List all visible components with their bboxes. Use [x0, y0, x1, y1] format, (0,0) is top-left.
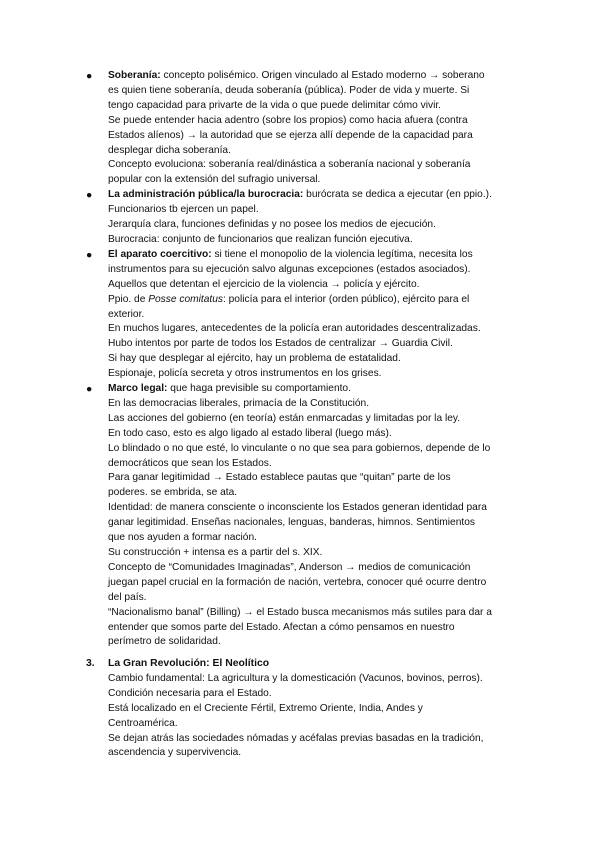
- item-line: [108, 188, 526, 203]
- item-line: Hubo intentos por parte de todos los Estados de centralizar → Guardia Civil.: [108, 338, 453, 350]
- item-line: tengo capacidad para privarte de la vida o que puede delimitar cómo vivir.: [108, 99, 441, 111]
- item-line: Aquellos que detentan el ejercicio de la violencia → policía y ejército.: [108, 278, 420, 290]
- list-item-aparato-coercitivo: [86, 248, 526, 382]
- bullet-icon: ●: [86, 383, 93, 396]
- item-line: En las democracias liberales, primacía de la Constitución.: [108, 397, 370, 409]
- item-line: ganar legitimidad. Enseñas nacionales, lenguas, banderas, himnos. Sentimientos: [108, 517, 475, 529]
- item-line: Las acciones del gobierno (en teoría) están enmarcadas y limitadas por la ley.: [108, 412, 461, 424]
- item-line: Burocracia: conjunto de funcionarios que realizan función ejecutiva.: [108, 233, 413, 245]
- item-line: En muchos lugares, antecedentes de la policía eran autoridades descentralizadas.: [108, 323, 481, 335]
- bullet-icon: ●: [86, 189, 93, 202]
- item-text: burócrata se dedica a ejecutar (en ppio.).: [303, 189, 492, 201]
- item-lead: Marco legal:: [108, 383, 168, 395]
- item-line: [108, 382, 526, 397]
- item-lead: Soberanía:: [108, 70, 161, 81]
- italic-term: Posse comitatus: [148, 293, 223, 305]
- item-line: Su construcción + intensa es a partir del s. XIX.: [108, 547, 323, 558]
- item-line: popular con la extensión del sufragio universal.: [108, 174, 321, 186]
- item-line: Concepto de “Comunidades Imaginadas”, Anderson → medios de comunicación: [108, 561, 471, 573]
- item-line: Funcionarios tb ejercen un papel.: [108, 204, 259, 216]
- item-line: Identidad: de manera consciente o inconsciente los Estados generan identidad para: [108, 502, 487, 514]
- item-line: perímetro de solidaridad.: [108, 636, 221, 648]
- item-line: “Nacionalismo banal” (Billing) → el Estado busca mecanismos más sutiles para dar a: [108, 606, 492, 618]
- item-line: juegan papel crucial en la formación de nación, vertebra, conocer qué ocurre dentro: [108, 576, 487, 588]
- item-line: Se puede entender hacia adentro (sobre los propios) como hacia afuera (contra: [108, 114, 468, 126]
- section-number: 3.: [86, 658, 95, 669]
- item-text: que haga previsible su comportamiento.: [167, 383, 351, 395]
- item-line: del país.: [108, 591, 147, 603]
- item-line: Concepto evoluciona: soberanía real/dinástica a soberanía nacional y soberanía: [108, 159, 471, 171]
- item-line: desplegar dicha soberanía.: [108, 144, 231, 156]
- section-body: [86, 672, 526, 761]
- item-line: instrumentos para su ejecución salvo algunas excepciones (estados asociados).: [108, 263, 471, 275]
- list-item-administracion: [86, 188, 526, 248]
- section-line: Se dejan atrás las sociedades nómadas y acéfalas previas basadas en la tradición,: [108, 732, 484, 744]
- item-line: Si hay que desplegar al ejército, hay un problema de estatalidad.: [108, 353, 401, 365]
- list-item-marco-legal: [86, 382, 526, 650]
- list-item-soberania: [86, 69, 526, 188]
- section-line: Está localizado en el Creciente Fértil, Extremo Oriente, India, Andes y: [108, 702, 423, 714]
- section-title: La Gran Revolución: El Neolítico: [108, 658, 270, 669]
- item-line: que nos ayuden a formar nación.: [108, 532, 257, 544]
- item-line: entender que somos parte del Estado. Afectan a cómo pensamos en nuestro: [108, 621, 455, 633]
- section-neolitico: [86, 657, 526, 761]
- section-line: Centroamérica.: [108, 717, 178, 729]
- item-text: si tiene el monopolio de la violencia legítima, necesita los: [211, 248, 473, 260]
- item-line: Estados alíenos) → la autoridad que se ejerza allí depende de la capacidad para: [108, 129, 473, 141]
- item-text: : policía para el interior (orden público), ejército para el: [222, 293, 470, 305]
- item-line: Para ganar legitimidad → Estado establece pautas que “quitan” parte de los: [108, 472, 451, 484]
- item-text: concepto polisémico. Origen vinculado al Estado moderno → soberano: [160, 70, 485, 81]
- section-line: ascendencia y supervivencia.: [108, 747, 242, 759]
- section-line: Cambio fundamental: La agricultura y la domesticación (Vacunos, bovinos, perros).: [108, 672, 483, 684]
- item-line: Lo blindado o no que esté, lo vinculante o no que sea para gobiernos, depende de lo: [108, 442, 491, 454]
- section-line: Condición necesaria para el Estado.: [108, 687, 272, 699]
- item-line: [108, 293, 526, 308]
- item-lead: La administración pública/la burocracia:: [108, 189, 304, 201]
- item-text: Ppio. de: [108, 293, 149, 305]
- item-line: democráticos que sean los Estados.: [108, 457, 272, 469]
- item-lead: El aparato coercitivo:: [108, 248, 212, 260]
- item-line: [108, 69, 526, 84]
- item-line: es quien tiene soberanía, deuda soberanía (pública). Poder de vida y muerte. Si: [108, 84, 470, 96]
- item-line: Jerarquía clara, funciones definidas y no posee los medios de ejecución.: [108, 219, 436, 231]
- section-heading: [86, 657, 526, 672]
- item-line: poderes. se embrida, se ata.: [108, 487, 238, 499]
- item-line: En todo caso, esto es algo ligado al estado liberal (luego más).: [108, 427, 392, 439]
- bullet-icon: ●: [86, 70, 93, 82]
- item-line: exterior.: [108, 308, 145, 320]
- bullet-icon: ●: [86, 248, 93, 261]
- item-line: [108, 248, 526, 263]
- item-line: Espionaje, policía secreta y otros instrumentos en los grises.: [108, 368, 382, 380]
- bullet-list: [86, 69, 526, 650]
